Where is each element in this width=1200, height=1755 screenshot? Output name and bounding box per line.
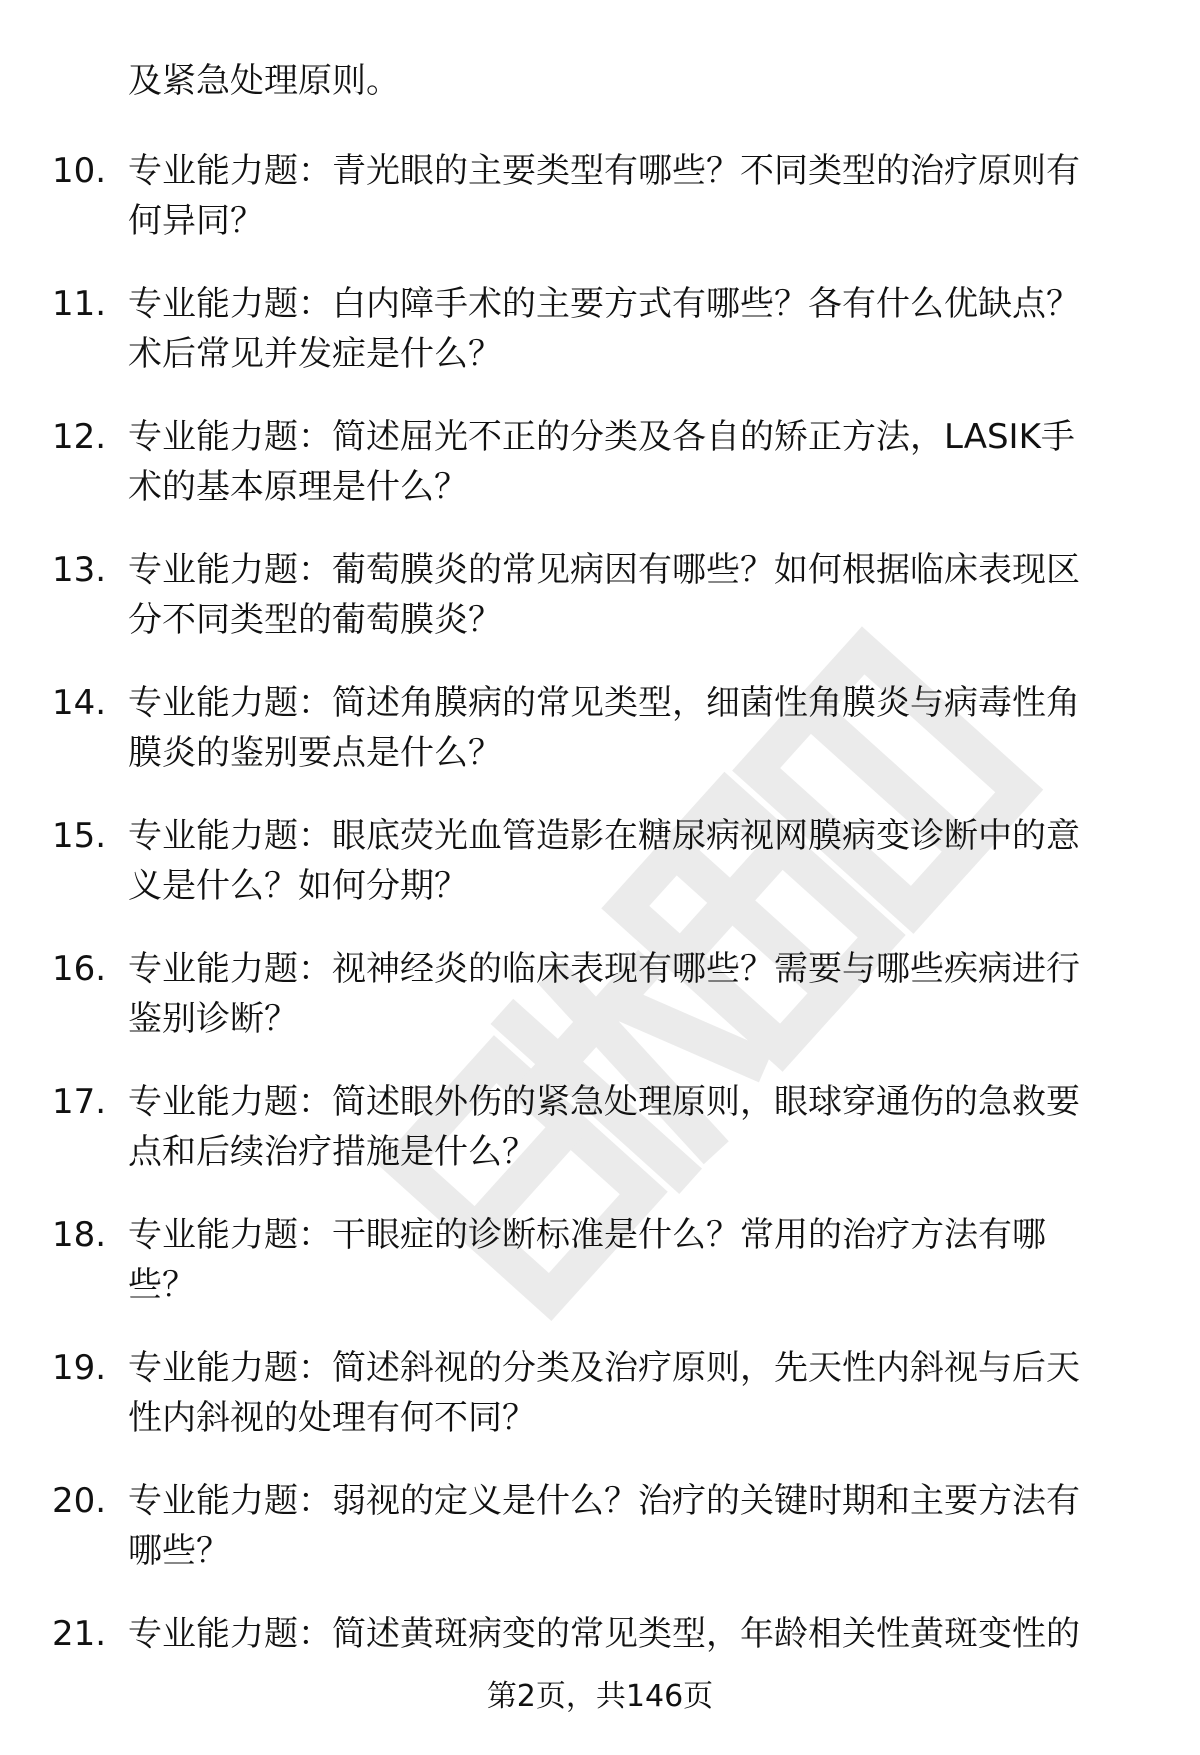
question-text xyxy=(128,545,1138,645)
list-item xyxy=(0,1200,1200,1333)
question-text xyxy=(128,412,1138,512)
list-item xyxy=(0,402,1200,535)
question-text xyxy=(128,1210,1138,1310)
question-line: 鉴别诊断？ xyxy=(128,999,298,1039)
question-line: 哪些？ xyxy=(128,1531,230,1571)
list-item xyxy=(0,801,1200,934)
question-line: 专业能力题：白内障手术的主要方式有哪些？各有什么优缺点？ xyxy=(128,284,1080,324)
question-text xyxy=(128,1343,1138,1443)
question-text xyxy=(128,678,1138,778)
question-line: 点和后续治疗措施是什么？ xyxy=(128,1132,536,1172)
question-text xyxy=(128,1476,1138,1576)
question-text xyxy=(128,944,1138,1044)
question-number: 12. xyxy=(52,417,107,457)
question-line: 专业能力题：简述眼外伤的紧急处理原则，眼球穿通伤的急救要 xyxy=(128,1082,1080,1122)
question-line: 膜炎的鉴别要点是什么？ xyxy=(128,733,502,773)
list-item xyxy=(0,1067,1200,1200)
question-number: 18. xyxy=(52,1215,107,1255)
list-item xyxy=(0,934,1200,1067)
question-line: 性内斜视的处理有何不同？ xyxy=(128,1398,536,1438)
question-number: 17. xyxy=(52,1082,107,1122)
question-line: 专业能力题：眼底荧光血管造影在糖尿病视网膜病变诊断中的意 xyxy=(128,816,1080,856)
list-item xyxy=(0,668,1200,801)
question-number: 21. xyxy=(52,1614,107,1654)
question-text xyxy=(128,1609,1138,1659)
question-line: 专业能力题：简述黄斑病变的常见类型，年龄相关性黄斑变性的 xyxy=(128,1614,1080,1654)
list-item xyxy=(0,136,1200,269)
question-number: 14. xyxy=(52,683,107,723)
question-number: 16. xyxy=(52,949,107,989)
question-line: 专业能力题：视神经炎的临床表现有哪些？需要与哪些疾病进行 xyxy=(128,949,1080,989)
question-line: 些？ xyxy=(128,1265,196,1305)
question-text xyxy=(128,146,1138,246)
continuation-text: 及紧急处理原则。 xyxy=(128,61,400,101)
list-item xyxy=(0,535,1200,668)
page-footer: 第2页，共146页 xyxy=(486,1679,714,1714)
question-line: 专业能力题：青光眼的主要类型有哪些？不同类型的治疗原则有 xyxy=(128,151,1080,191)
question-number: 20. xyxy=(52,1481,107,1521)
question-line: 何异同？ xyxy=(128,201,264,241)
list-item xyxy=(0,269,1200,402)
question-line: 义是什么？如何分期？ xyxy=(128,866,468,906)
question-line: 专业能力题：简述斜视的分类及治疗原则，先天性内斜视与后天 xyxy=(128,1348,1080,1388)
question-line: 专业能力题：简述角膜病的常见类型，细菌性角膜炎与病毒性角 xyxy=(128,683,1080,723)
question-line: 专业能力题：干眼症的诊断标准是什么？常用的治疗方法有哪 xyxy=(128,1215,1046,1255)
question-line: 术后常见并发症是什么？ xyxy=(128,334,502,374)
question-line: 术的基本原理是什么？ xyxy=(128,467,468,507)
question-text xyxy=(128,279,1138,379)
question-text xyxy=(128,811,1138,911)
question-number: 10. xyxy=(52,151,107,191)
question-line: 专业能力题：弱视的定义是什么？治疗的关键时期和主要方法有 xyxy=(128,1481,1080,1521)
question-line: 专业能力题：简述屈光不正的分类及各自的矫正方法，LASIK手 xyxy=(128,417,1075,457)
question-text xyxy=(128,1077,1138,1177)
question-line: 分不同类型的葡萄膜炎？ xyxy=(128,600,502,640)
question-number: 19. xyxy=(52,1348,107,1388)
list-item xyxy=(0,1333,1200,1466)
question-list xyxy=(0,136,1200,1732)
question-number: 13. xyxy=(52,550,107,590)
question-number: 11. xyxy=(52,284,107,324)
list-item xyxy=(0,1466,1200,1599)
question-line: 专业能力题：葡萄膜炎的常见病因有哪些？如何根据临床表现区 xyxy=(128,550,1080,590)
question-number: 15. xyxy=(52,816,107,856)
